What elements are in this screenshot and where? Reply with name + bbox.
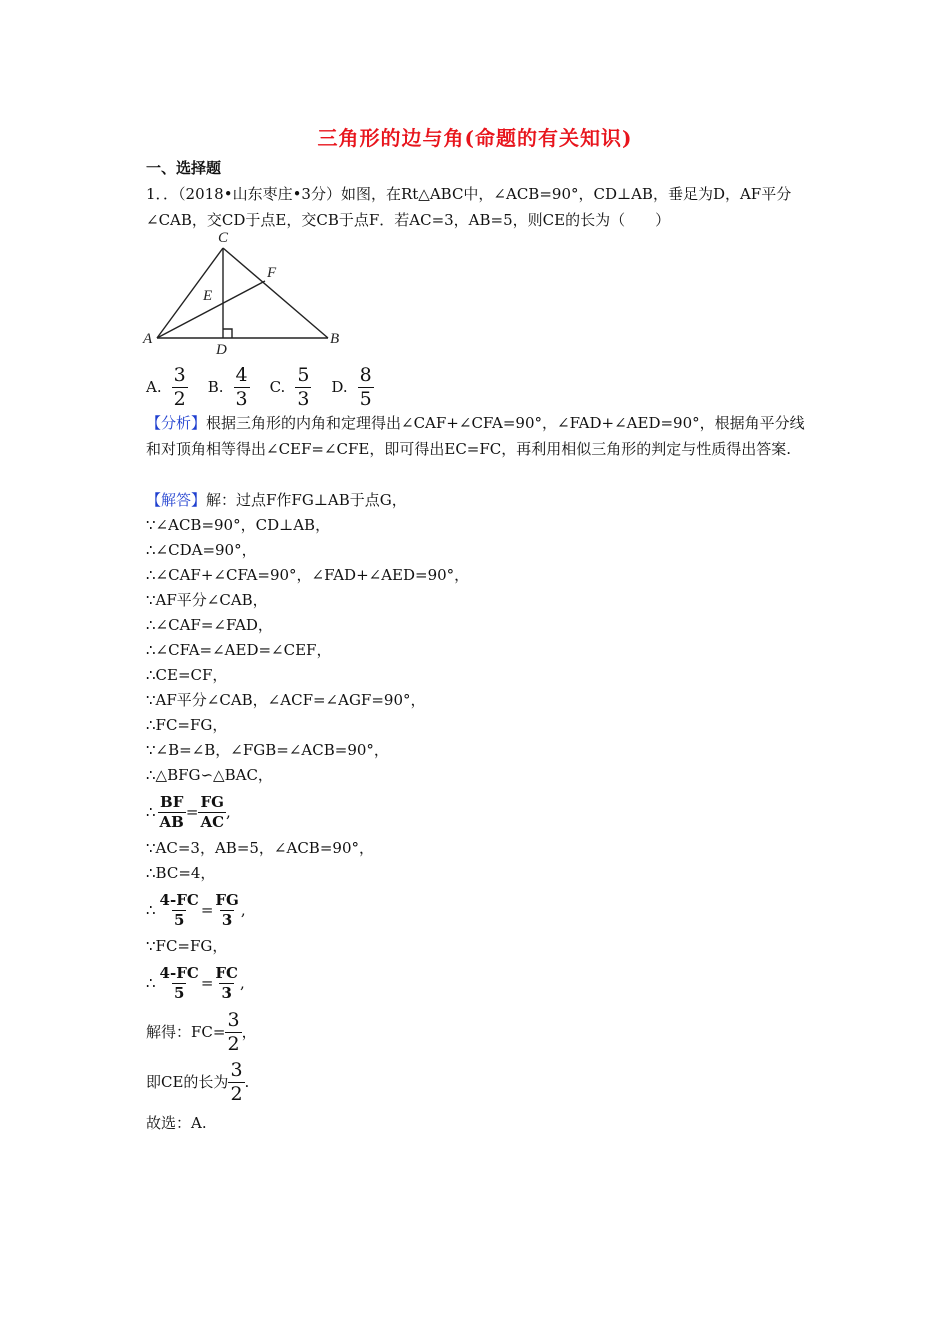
- equation-2: ∴ $\frac{4-FC}{5}$ = $\frac{FG}{3}$ ,: [146, 890, 246, 929]
- right-angle-mark: [223, 329, 232, 338]
- analysis-tag: 【分析】: [146, 414, 207, 432]
- solution-line: ∴CE=CF，: [146, 666, 228, 684]
- answer-options: [146, 364, 394, 410]
- label-f: F: [267, 265, 277, 281]
- analysis-text: 根据三角形的内角和定理得出∠CAF+∠CFA=90°，∠FAD+∠AED=90°，根据角平分线和对顶角相等得出∠CEF=∠CFE，即可得出EC=FC，再利用相似三角形的判定与性质得出答案.: [146, 414, 805, 458]
- section-heading: 一、选择题: [146, 159, 222, 177]
- solution-line: ∴FC=FG，: [146, 716, 228, 734]
- solution-line: ∵∠ACB=90°，CD⊥AB，: [146, 516, 331, 534]
- solution-line: ∴∠CFA=∠AED=∠CEF，: [146, 641, 332, 659]
- page-title: 三角形的边与角(命题的有关知识): [317, 126, 633, 150]
- side-ac: [157, 248, 223, 338]
- solution-line: ∴△BFG∽△BAC，: [146, 766, 273, 784]
- label-c: C: [218, 230, 229, 246]
- ce-length-line: 即CE的长为 $\frac{3}{2}$ .: [146, 1058, 250, 1105]
- solution-line: ∴∠CAF=∠FAD，: [146, 616, 273, 634]
- solution-line: ∴∠CAF+∠CFA=90°，∠FAD+∠AED=90°，: [146, 566, 470, 584]
- solve-line: 解得：FC= $\frac{3}{2}$ ，: [146, 1008, 257, 1055]
- solution-line: ∵AF平分∠CAB，: [146, 591, 268, 609]
- option-c: C. $\frac{5}{3}$: [269, 363, 310, 410]
- solution-line: ∵FC=FG，: [146, 937, 228, 955]
- question-text: 1．．（2018•山东枣庄•3分）如图，在Rt△ABC中，∠ACB=90°，CD⊥AB，垂足为D，AF平分∠CAB，交CD于点E，交CB于点F．若AC=3，AB=5，则CE的长为（ ）: [146, 185, 792, 229]
- equation-3: ∴ $\frac{4-FC}{5}$ = $\frac{FC}{3}$ ,: [146, 963, 245, 1002]
- solution-line: ∴∠CDA=90°，: [146, 541, 257, 559]
- triangle-figure: [140, 228, 350, 360]
- solution-line: ∵AF平分∠CAB，∠ACF=∠AGF=90°，: [146, 691, 426, 709]
- solution-line: ∵∠B=∠B，∠FGB=∠ACB=90°，: [146, 741, 389, 759]
- solution-line: ∴BC=4，: [146, 864, 216, 882]
- label-b: B: [330, 331, 340, 347]
- label-a: A: [143, 331, 153, 347]
- label-d: D: [216, 342, 227, 358]
- solution-first-line: 【解答】解：过点F作FG⊥AB于点G，: [146, 491, 407, 509]
- side-cb: [223, 248, 328, 338]
- option-a: A. $\frac{3}{2}$: [146, 363, 186, 410]
- analysis-paragraph: [146, 410, 806, 462]
- option-d: D. $\frac{8}{5}$: [331, 363, 372, 410]
- solution-steps: [146, 488, 806, 1136]
- equation-1: ∴ $\frac{BF}{AB}$ = $\frac{FG}{AC}$ ,: [146, 792, 231, 831]
- final-answer: 故选：A.: [146, 1114, 207, 1132]
- label-e: E: [203, 288, 213, 304]
- option-b: B. $\frac{4}{3}$: [207, 363, 248, 410]
- solution-line: ∵AC=3，AB=5，∠ACB=90°，: [146, 839, 374, 857]
